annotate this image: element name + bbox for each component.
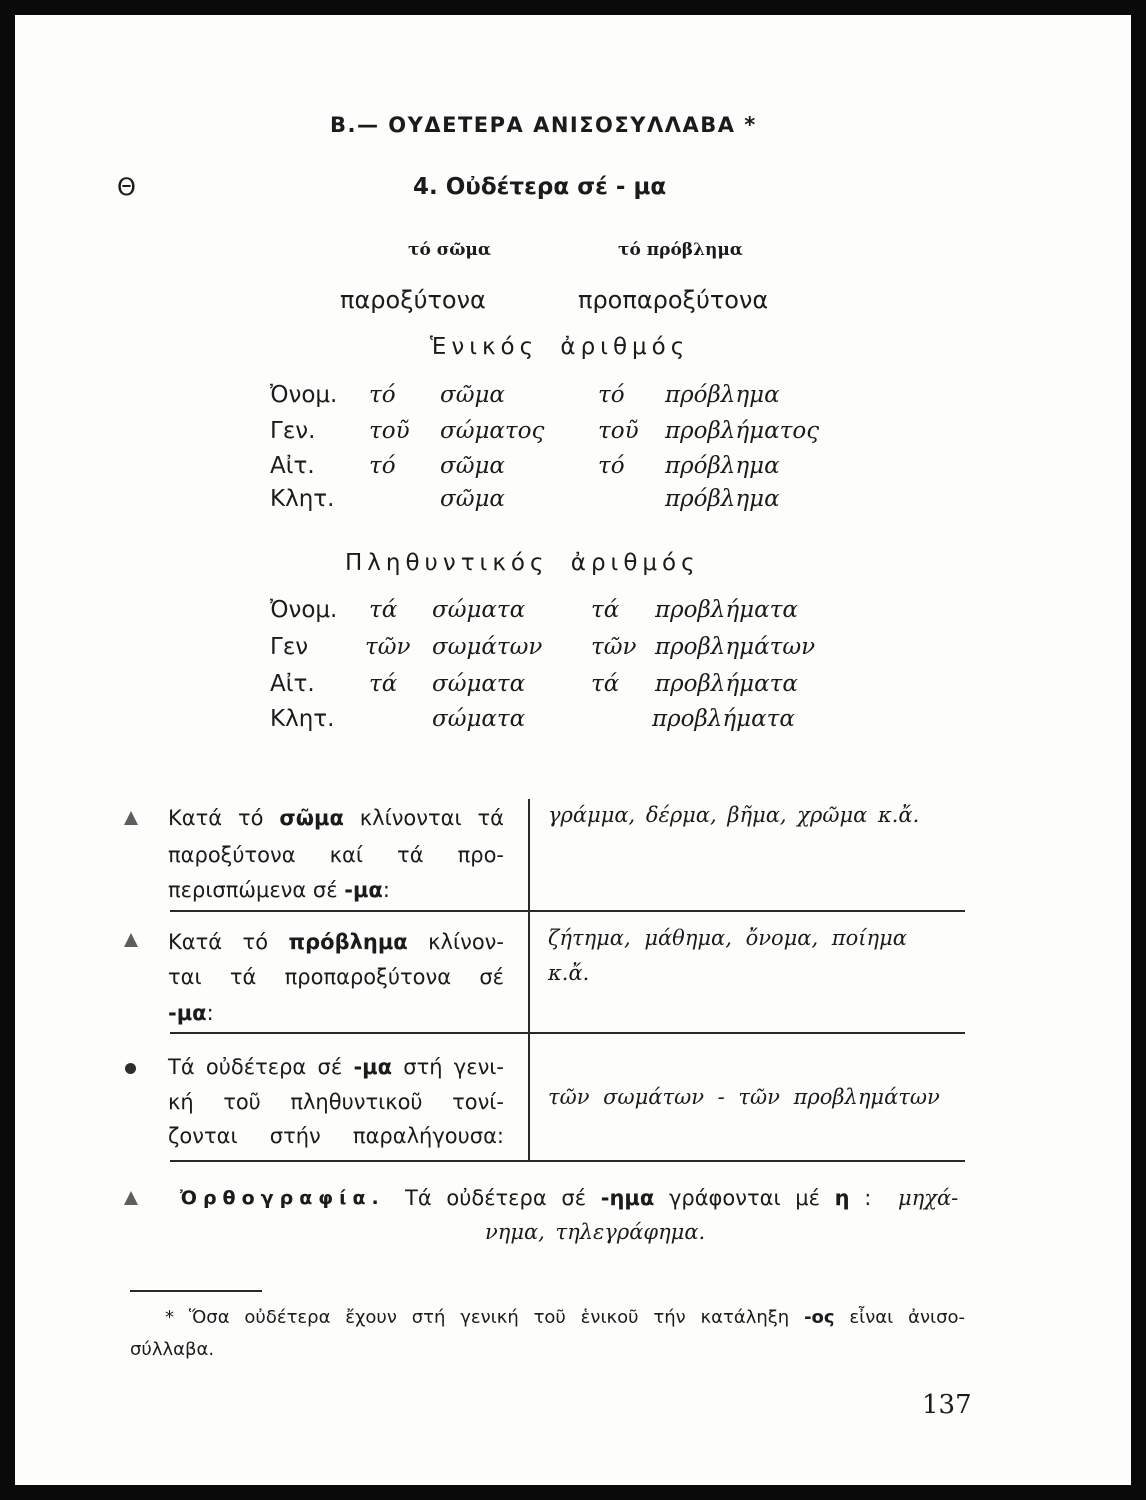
orthography-example-line-1: μηχά-	[898, 1186, 959, 1210]
margin-mark-icon: Θ	[117, 173, 136, 201]
case-label: Γεν.	[270, 418, 316, 444]
form-provlima: προβλήματα	[655, 597, 798, 623]
plural-row-genitive	[0, 632, 1146, 662]
plural-row-vocative	[0, 704, 1146, 734]
lesson-title: 4. Οὐδέτερα σέ - μα	[413, 174, 667, 200]
rule-3-line-3: ζονται στήν παραλήγουσα:	[168, 1124, 504, 1148]
article: τό	[369, 382, 396, 408]
form-soma: σώματα	[432, 597, 526, 623]
form-provlima: πρόβλημα	[665, 486, 780, 512]
rule-1-examples: γράμμα, δέρμα, βῆμα, χρῶμα κ.ἄ.	[548, 803, 920, 827]
form-provlima: προβλημάτων	[655, 634, 816, 660]
singular-row-vocative	[0, 484, 1146, 514]
plural-row-accusative	[0, 669, 1146, 699]
article: τά	[591, 671, 620, 697]
accent-type-paroxytone: παροξύτονα	[340, 286, 486, 314]
case-label: Κλητ.	[270, 706, 335, 732]
case-label: Γεν	[270, 634, 309, 660]
article: τῶν	[591, 634, 637, 660]
form-provlima: προβλήματος	[665, 418, 820, 444]
form-soma: σῶμα	[440, 486, 505, 512]
rule-3-examples: τῶν σωμάτων - τῶν προβλημάτων	[548, 1085, 940, 1109]
form-soma: σώματα	[432, 706, 526, 732]
case-label: Ὀνομ.	[270, 597, 338, 623]
orthography-label: Ὀρθογραφία.	[180, 1187, 385, 1209]
section-heading: Β.— ΟΥΔΕΤΕΡΑ ΑΝΙΣΟΣΥΛΛΑΒΑ *	[330, 113, 757, 137]
rule-1-line-1: Κατά τό σῶμα κλίνονται τά	[168, 806, 504, 830]
page-number: 137	[922, 1390, 972, 1420]
article: τά	[369, 597, 398, 623]
article: τοῦ	[598, 418, 639, 444]
singular-row-accusative	[0, 451, 1146, 481]
case-label: Κλητ.	[270, 486, 335, 512]
form-provlima: πρόβλημα	[665, 382, 780, 408]
rule-2-examples-line-2: κ.ἄ.	[548, 961, 590, 985]
singular-row-nominative	[0, 380, 1146, 410]
accent-type-proparoxytone: προπαροξύτονα	[578, 286, 769, 314]
triangle-icon	[124, 933, 138, 947]
case-label: Αἰτ.	[270, 453, 315, 479]
footnote-line-1: * Ὅσα οὐδέτερα ἔχουν στή γενική τοῦ ἑνικοῦ τήν κατάληξη -ος εἶναι ἀνισο-	[165, 1307, 966, 1328]
triangle-icon	[124, 1191, 138, 1205]
form-provlima: προβλήματα	[652, 706, 795, 732]
table-column-divider	[528, 799, 530, 1160]
table-row-divider	[170, 1160, 965, 1162]
plural-heading: Πληθυντικός ἀριθμός	[345, 550, 700, 576]
form-soma: σῶμα	[440, 382, 505, 408]
orthography-example-line-2: νημα, τηλεγράφημα.	[485, 1220, 706, 1244]
article: τό	[369, 453, 396, 479]
article: τό	[598, 382, 625, 408]
article: τά	[369, 671, 398, 697]
bullet-icon	[125, 1063, 136, 1074]
footnote-rule	[130, 1290, 262, 1292]
rule-1-line-2: παροξύτονα καί τά προ-	[168, 843, 504, 867]
table-row-divider	[170, 910, 965, 912]
form-provlima: προβλήματα	[655, 671, 798, 697]
rule-2-line-1: Κατά τό πρόβλημα κλίνον-	[168, 930, 504, 954]
rule-2-line-2: ται τά προπαροξύτονα σέ	[168, 965, 504, 989]
form-provlima: πρόβλημα	[665, 453, 780, 479]
article: τά	[591, 597, 620, 623]
model-label-provlima: τό πρόβλημα	[618, 240, 743, 260]
paper-sheet	[15, 15, 1131, 1485]
article: τό	[598, 453, 625, 479]
form-soma: σωμάτων	[432, 634, 543, 660]
form-soma: σώματα	[432, 671, 526, 697]
article: τοῦ	[369, 418, 410, 444]
case-label: Αἰτ.	[270, 671, 315, 697]
rule-3-line-1: Τά οὐδέτερα σέ -μα στή γενι-	[168, 1055, 504, 1079]
rule-1-line-3: περισπώμενα σέ -μα:	[168, 878, 390, 902]
form-soma: σῶμα	[440, 453, 505, 479]
triangle-icon	[124, 811, 138, 825]
singular-row-genitive	[0, 416, 1146, 446]
case-label: Ὀνομ.	[270, 382, 338, 408]
model-label-soma: τό σῶμα	[408, 240, 491, 260]
footnote-line-2: σύλλαβα.	[130, 1339, 215, 1360]
form-soma: σώματος	[440, 418, 545, 444]
singular-heading: Ἑνικός ἀριθμός	[430, 334, 690, 360]
rule-2-line-3: -μα:	[168, 1001, 214, 1025]
plural-row-nominative	[0, 595, 1146, 625]
article: τῶν	[365, 634, 411, 660]
rule-2-examples-line-1: ζήτημα, μάθημα, ὄνομα, ποίημα	[548, 926, 907, 950]
orthography-rule: Τά οὐδέτερα σέ -ημα γράφονται μέ η :	[405, 1186, 872, 1210]
rule-3-line-2: κή τοῦ πληθυντικοῦ τονί-	[168, 1090, 504, 1114]
table-row-divider	[170, 1032, 965, 1034]
